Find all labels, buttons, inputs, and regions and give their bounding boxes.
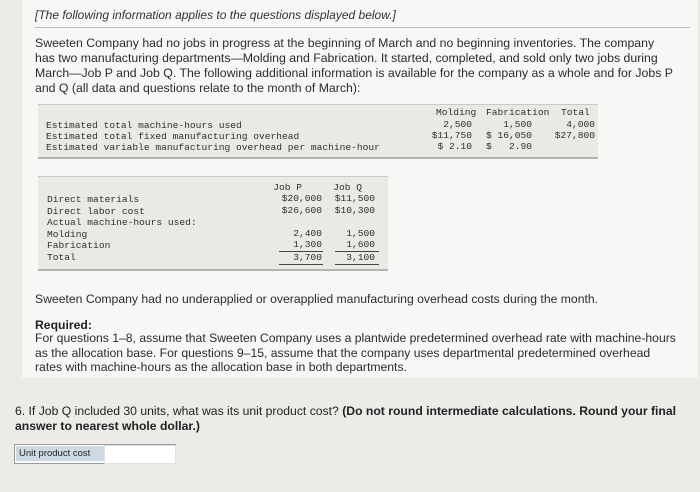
header-job-q: Job Q — [333, 182, 362, 193]
row-label: Estimated variable manufacturing overhead per machine-hour — [46, 142, 380, 153]
header-job-p: Job P — [273, 182, 302, 193]
unit-product-cost-input[interactable] — [105, 446, 175, 463]
total-underline — [335, 264, 379, 265]
cell: $10,300 — [334, 205, 375, 216]
cell: 4,000 — [566, 119, 595, 130]
cell: $ 16,050 — [485, 130, 532, 141]
intro-note: [The following information applies to the questions displayed below.] — [35, 8, 396, 22]
cell: $27,800 — [554, 130, 595, 141]
total-underline — [279, 264, 323, 265]
question-text: 6. If Job Q included 30 units, what was its unit product cost? — [15, 404, 339, 418]
cell: 1,500 — [503, 119, 532, 130]
cell: $ 2.10 — [437, 141, 472, 152]
row-label: Molding — [47, 229, 88, 240]
header-fabrication: Fabrication — [486, 107, 550, 118]
cell: 2,400 — [293, 228, 322, 239]
cell: 2,500 — [443, 119, 472, 130]
cell: 3,700 — [293, 252, 322, 263]
divider — [35, 27, 690, 28]
question-instructions: (Do not round intermediate calculations. Round your final answer to nearest whole dollar.) — [15, 404, 677, 433]
cell: 3,100 — [346, 252, 375, 263]
cell: 1,600 — [346, 239, 375, 250]
row-label: Estimated total fixed manufacturing overhead — [46, 131, 300, 142]
unit-product-cost-label: Unit product cost — [16, 446, 104, 461]
header-total: Total — [561, 107, 590, 118]
cell: $11,500 — [334, 193, 375, 204]
cell: $11,750 — [431, 130, 472, 141]
required-heading: Required: — [35, 318, 92, 332]
row-label: Total — [47, 252, 76, 263]
overhead-estimates-table — [38, 104, 598, 159]
required-text: For questions 1–8, assume that Sweeten Company uses a plantwide predetermined overhead rate with machine-hours as the allocation base. For questions 9–15, assume that the company uses departmental predetermined overhead rates with machine-hours as the allocation base in both departments. — [35, 331, 676, 374]
problem-paragraph: Sweeten Company had no jobs in progress at the beginning of March and no beginning inventories. The company has two manufacturing departments—Molding and Fabrication. It started, completed, and sold only two jobs during March—Job P and Job Q. The following additional information is available for the company as a whole and for Jobs P and Q (all data and questions relate to the month of March): — [35, 36, 673, 95]
answer-row — [14, 444, 176, 464]
cell: $ 2.90 — [485, 141, 532, 152]
question-6 — [15, 404, 695, 433]
row-label: Direct materials — [47, 194, 140, 205]
row-label: Direct labor cost — [47, 206, 145, 217]
row-label: Fabrication — [47, 240, 111, 251]
cell: $26,600 — [281, 205, 322, 216]
header-molding: Molding — [436, 107, 477, 118]
cell: 1,500 — [346, 228, 375, 239]
job-data-table — [38, 176, 388, 271]
row-label: Actual machine-hours used: — [47, 217, 197, 228]
cell: 1,300 — [293, 239, 322, 250]
cell: $20,000 — [281, 193, 322, 204]
row-label: Estimated total machine-hours used — [46, 120, 242, 131]
overhead-statement: Sweeten Company had no underapplied or overapplied manufacturing overhead costs during the month. — [35, 292, 599, 306]
